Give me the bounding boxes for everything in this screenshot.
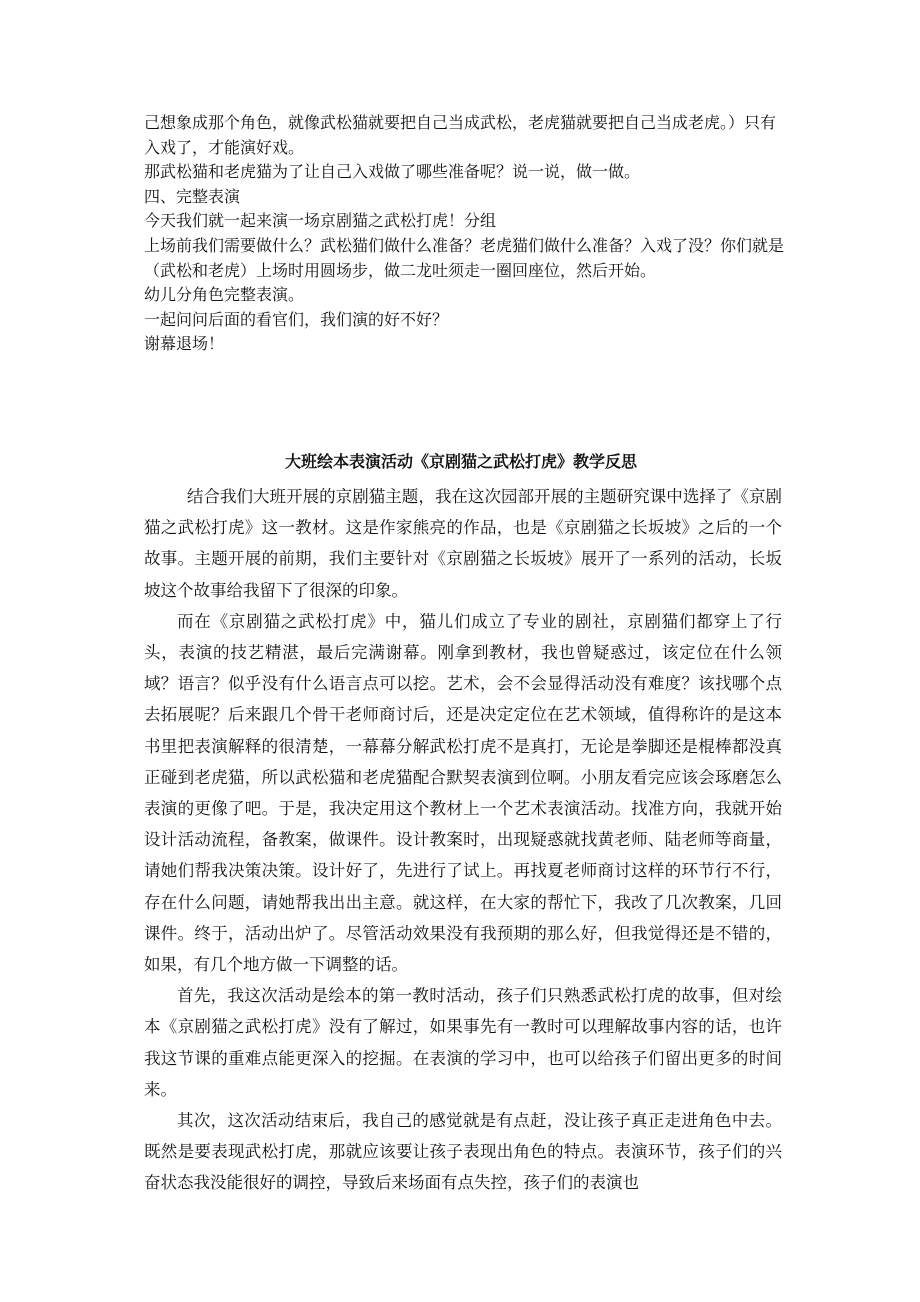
lesson-paragraph: 谢幕退场！ — [144, 334, 225, 354]
reflection-paragraph: 其次，这次活动结束后，我自己的感觉就是有点赶，没让孩子真正走进角色中去。既然是要表现武松打虎，那就应该要让孩子表现出角色的特点。表演环节，孩子们的兴奋状态我没能很好的调控，导致后来场面有点失控，孩子们的表演也 — [144, 1111, 782, 1193]
lesson-paragraph: 上场前我们需要做什么？武松猫们做什么准备？老虎猫们做什么准备？入戏了没？你们就是（武松和老虎）上场时用圆场步，做二龙吐须走一圈回座位，然后开始。 — [144, 235, 785, 280]
lesson-paragraph: 己想象成那个角色，就像武松猫就要把自己当成武松，老虎猫就要把自己当成老虎。）只有入戏了，才能演好戏。 — [144, 113, 777, 157]
section-heading: 四、完整表演 — [144, 186, 241, 206]
lesson-paragraph: 一起问问后面的看官们，我们演的好不好？ — [144, 309, 449, 329]
reflection-paragraph: 结合我们大班开展的京剧猫主题，我在这次园部开展的主题研究课中选择了《京剧猫之武松打虎》这一教材。这是作家熊亮的作品，也是《京剧猫之长坂坡》之后的一个故事。主题开展的前期，我们主要针对《京剧猫之长坂坡》展开了一系列的活动，长坂坡这个故事给我留下了很深的印象。 — [144, 487, 782, 600]
reflection-paragraph: 首先，我这次活动是绘本的第一教时活动，孩子们只熟悉武松打虎的故事，但对绘本《京剧猫之武松打虎》没有了解过，如果事先有一教时可以理解故事内容的话，也许我这节课的重难点能更深入的挖掘。在表演的学习中，也可以给孩子们留出更多的时间来。 — [144, 986, 782, 1099]
reflection-title: 大班绘本表演活动《京剧猫之武松打虎》教学反思 — [284, 452, 637, 471]
reflection-body — [144, 481, 782, 1199]
reflection-paragraph: 而在《京剧猫之武松打虎》中，猫儿们成立了专业的剧社，京剧猫们都穿上了行头，表演的技艺精湛，最后完满谢幕。刚拿到教材，我也曾疑惑过，该定位在什么领域？语言？似乎没有什么语言点可以挖。艺术，会不会显得活动没有难度？该找哪个点去拓展呢？后来跟几个骨干老师商讨后，还是决定定位在艺术领域，值得称许的是这本书里把表演解释的很清楚，一幕幕分解武松打虎不是真打，无论是拳脚还是棍棒都没真正碰到老虎猫，所以武松猫和老虎猫配合默契表演到位啊。小朋友看完应该会琢磨怎么表演的更像了吧。于是，我决定用这个教材上一个艺术表演活动。找准方向，我就开始设计活动流程，备教案，做课件。设计教案时，出现疑惑就找黄老师、陆老师等商量，请她们帮我决策决策。设计好了，先进行了试上。再找夏老师商讨这样的环节行不行，存在什么问题，请她帮我出出主意。就这样，在大家的帮忙下，我改了几次教案，几回课件。终于，活动出炉了。尽管活动效果没有我预期的那么好，但我觉得还是不错的，如果，有几个地方做一下调整的话。 — [144, 611, 782, 975]
lesson-paragraph: 那武松猫和老虎猫为了让自己入戏做了哪些准备呢？说一说，做一做。 — [144, 162, 641, 182]
lesson-paragraph: 今天我们就一起来演一场京剧猫之武松打虎！分组 — [144, 211, 497, 231]
lesson-paragraph: 幼儿分角色完整表演。 — [144, 285, 305, 305]
lesson-plan-tail — [144, 111, 784, 357]
